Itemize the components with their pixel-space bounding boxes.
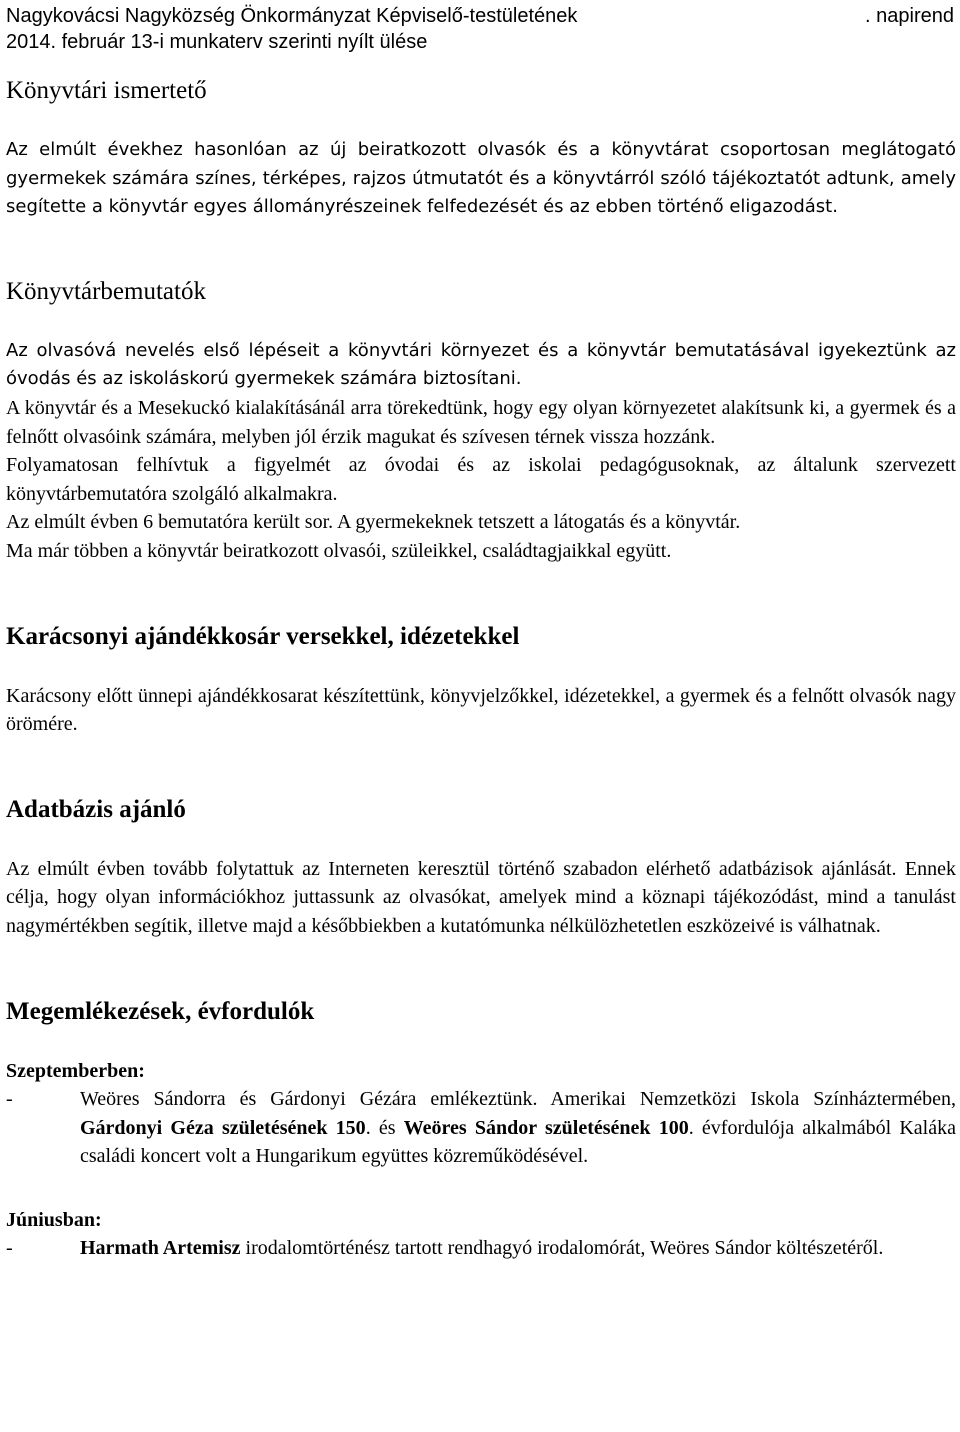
paragraph: Az elmúlt évben tovább folytattuk az Interneten keresztül történő szabadon elérhető adatbázisok ajánlását. Ennek célja, hogy olyan információkhoz juttassunk az olvasókat, amelyek mind a köznapi tájékozódást, mind a tanulást nagymértékben segítik, illetve majd a későbbiekben a kutatómunka nélkülözhetetlen eszközeivé is válhatnak. [6,857,956,937]
section-title-megemlekezesek: Megemlékezések, évfordulók [6,997,315,1025]
list-dash: - [6,1088,13,1111]
section-title-karacsonyi-ajandekkosar: Karácsonyi ajándékkosár versekkel, idézetekkel [6,622,520,650]
list-dash: - [6,1237,13,1260]
paragraph: Az elmúlt évekhez hasonlóan az új beiratkozott olvasók és a könyvtárat csoportosan meglátogató gyermekek számára színes, térképes, rajzos útmutatót és a könyvtárról szóló tájékoztatót adtunk, amely segítette a könyvtár egyes állományrészeinek felfedezését és az ebben történő eligazodást. [6,139,956,218]
section-title-konyvtari-ismerteto: Könyvtári ismertető [6,77,207,104]
paragraph: Karácsony előtt ünnepi ajándékkosarat készítettünk, könyvjelzőkkel, idézetekkel, a gyermek és a felnőtt olvasók nagy örömére. [6,684,956,736]
subheading-szeptemberben: Szeptemberben: [6,1059,145,1082]
header-title: Nagykovácsi Nagyközség Önkormányzat Képviselő-testületének [6,5,578,27]
subheading-juniusban: Júniusban: [6,1208,102,1231]
list-item-text: Weöres Sándorra és Gárdonyi Gézára emlékeztünk. Amerikai Nemzetközi Iskola Színháztermében, Gárdonyi Géza születésének 150. és Weöres Sándor születésének 100. évfordulója alkalmából Kaláka családi koncert volt a Hungarikum együttes közreműködésével. [80,1088,956,1168]
document-body [6,76,956,1263]
paragraph: Folyamatosan felhívtuk a figyelmét az óvodai és az iskolai pedagógusoknak, az általunk szervezett könyvtárbemutatóra szolgáló alkalmakra. [6,454,956,505]
section-title-adatbazis-ajanlo: Adatbázis ajánló [6,795,186,823]
section-title-konyvtarbemutatok: Könyvtárbemutatók [6,277,206,305]
header-subtitle: 2014. február 13-i munkaterv szerinti nyílt ülése [6,31,428,53]
header-agenda: . napirend [865,5,954,27]
paragraph: Az olvasóvá nevelés első lépéseit a könyvtári környezet és a könyvtár bemutatásával igyekeztünk az óvodás és az iskoláskorú gyermekek számára biztosítani. [6,339,956,390]
list-item-text: Harmath Artemisz irodalomtörténész tartott rendhagyó irodalomórát, Weöres Sándor költészetéről. [80,1237,884,1260]
list-item [6,1085,956,1171]
paragraph: Ma már többen a könyvtár beiratkozott olvasói, szüleikkel, családtagjaikkal együtt. [6,539,672,562]
paragraph: A könyvtár és a Mesekuckó kialakításánál arra törekedtünk, hogy egy olyan környezetet alakítsunk ki, a gyermek és a felnőtt olvasóink számára, melyben jól érzik magukat és szívesen térnek vissza hozzánk. [6,396,956,448]
paragraph: Az elmúlt évben 6 bemutatóra került sor. A gyermekeknek tetszett a látogatás és a könyvtár. [6,511,741,534]
list-item [6,1234,956,1263]
